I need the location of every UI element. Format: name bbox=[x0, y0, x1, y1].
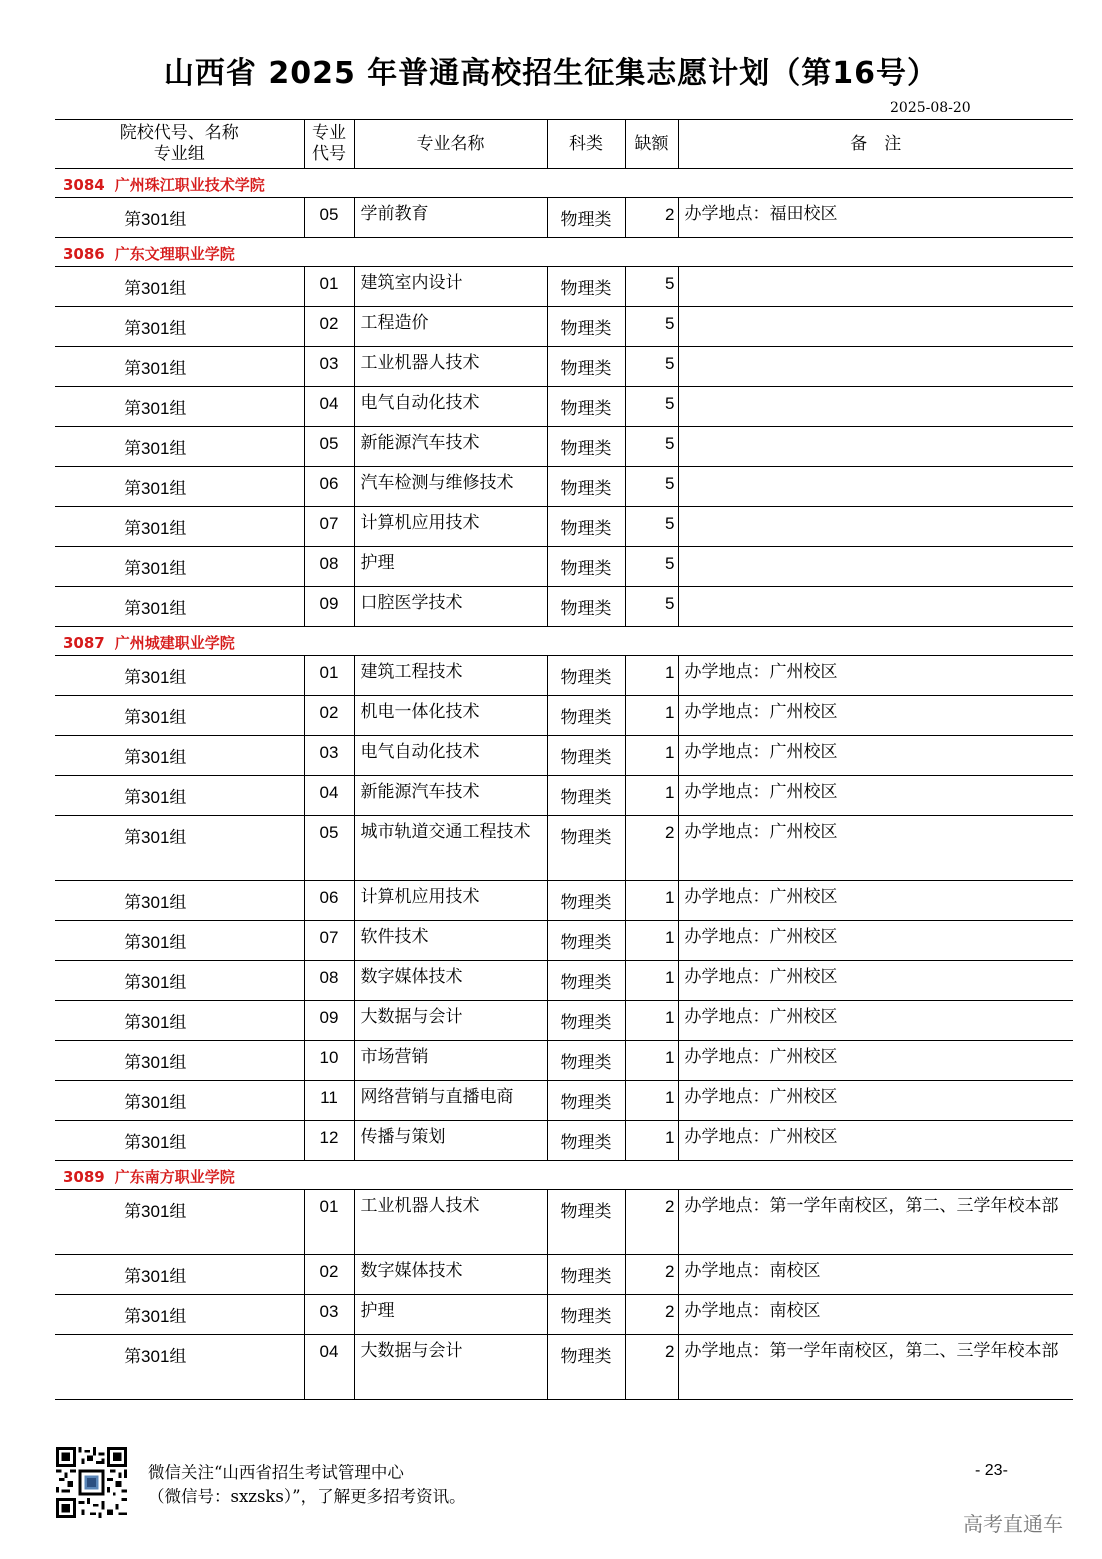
group-cell: 第301组 bbox=[55, 1001, 304, 1041]
category-cell: 物理类 bbox=[547, 427, 625, 467]
major-code-cell: 02 bbox=[304, 696, 354, 736]
remark-cell: 办学地点：广州校区 bbox=[678, 736, 1073, 776]
vacancies-cell: 2 bbox=[625, 1190, 678, 1255]
remark-cell: 办学地点：第一学年南校区，第二、三学年校本部 bbox=[678, 1335, 1073, 1400]
remark-cell bbox=[678, 307, 1073, 347]
group-cell: 第301组 bbox=[55, 547, 304, 587]
major-code-cell: 04 bbox=[304, 776, 354, 816]
remark-cell bbox=[678, 587, 1073, 627]
school-name: 广州城建职业学院 bbox=[114, 634, 235, 652]
group-cell: 第301组 bbox=[55, 696, 304, 736]
major-name-cell: 市场营销 bbox=[354, 1041, 547, 1081]
major-name-cell: 口腔医学技术 bbox=[354, 587, 547, 627]
group-cell: 第301组 bbox=[55, 1190, 304, 1255]
vacancies-cell: 5 bbox=[625, 547, 678, 587]
table-row bbox=[55, 961, 1073, 1001]
remark-cell bbox=[678, 507, 1073, 547]
major-code-cell: 03 bbox=[304, 736, 354, 776]
remark-cell bbox=[678, 267, 1073, 307]
remark-cell: 办学地点：广州校区 bbox=[678, 961, 1073, 1001]
vacancies-cell: 5 bbox=[625, 507, 678, 547]
group-cell: 第301组 bbox=[55, 1121, 304, 1161]
major-name-cell: 新能源汽车技术 bbox=[354, 427, 547, 467]
major-code-cell: 11 bbox=[304, 1081, 354, 1121]
category-cell: 物理类 bbox=[547, 547, 625, 587]
category-cell: 物理类 bbox=[547, 467, 625, 507]
vacancies-cell: 1 bbox=[625, 1001, 678, 1041]
school-header-row bbox=[55, 627, 1073, 656]
major-name-cell: 机电一体化技术 bbox=[354, 696, 547, 736]
group-cell: 第301组 bbox=[55, 507, 304, 547]
school-title bbox=[55, 627, 1073, 656]
remark-cell bbox=[678, 427, 1073, 467]
major-name-cell: 电气自动化技术 bbox=[354, 387, 547, 427]
major-name-cell: 电气自动化技术 bbox=[354, 736, 547, 776]
page-title: 山西省 2025 年普通高校招生征集志愿计划（第16号） bbox=[163, 56, 939, 91]
table-row bbox=[55, 1081, 1073, 1121]
remark-cell: 办学地点：广州校区 bbox=[678, 881, 1073, 921]
footer-note-line2: （微信号：sxzsks）”，了解更多招考资讯。 bbox=[148, 1487, 466, 1506]
group-cell: 第301组 bbox=[55, 587, 304, 627]
major-name-cell: 建筑室内设计 bbox=[354, 267, 547, 307]
plan-table bbox=[55, 119, 1073, 1400]
table-row bbox=[55, 267, 1073, 307]
vacancies-cell: 5 bbox=[625, 307, 678, 347]
group-cell: 第301组 bbox=[55, 347, 304, 387]
remark-cell: 办学地点：广州校区 bbox=[678, 656, 1073, 696]
header-major-code: 专业 代号 bbox=[304, 120, 354, 169]
vacancies-cell: 1 bbox=[625, 1041, 678, 1081]
major-code-cell: 02 bbox=[304, 1255, 354, 1295]
major-code-cell: 07 bbox=[304, 507, 354, 547]
school-title bbox=[55, 238, 1073, 267]
major-name-cell: 护理 bbox=[354, 1295, 547, 1335]
category-cell: 物理类 bbox=[547, 1121, 625, 1161]
major-name-cell: 大数据与会计 bbox=[354, 1001, 547, 1041]
header-school: 院校代号、名称 专业组 bbox=[55, 120, 304, 169]
remark-cell: 办学地点：广州校区 bbox=[678, 1041, 1073, 1081]
table-row bbox=[55, 736, 1073, 776]
major-code-cell: 05 bbox=[304, 198, 354, 238]
category-cell: 物理类 bbox=[547, 198, 625, 238]
major-code-cell: 06 bbox=[304, 881, 354, 921]
group-cell: 第301组 bbox=[55, 1295, 304, 1335]
table-row bbox=[55, 307, 1073, 347]
table-row bbox=[55, 1255, 1073, 1295]
vacancies-cell: 1 bbox=[625, 736, 678, 776]
vacancies-cell: 2 bbox=[625, 1335, 678, 1400]
table-body bbox=[55, 169, 1073, 1400]
major-code-cell: 08 bbox=[304, 547, 354, 587]
group-cell: 第301组 bbox=[55, 467, 304, 507]
group-cell: 第301组 bbox=[55, 961, 304, 1001]
remark-cell bbox=[678, 467, 1073, 507]
major-code-cell: 09 bbox=[304, 587, 354, 627]
page-number: - 23- bbox=[975, 1462, 1008, 1479]
major-name-cell: 数字媒体技术 bbox=[354, 961, 547, 1001]
category-cell: 物理类 bbox=[547, 961, 625, 1001]
table-row bbox=[55, 1335, 1073, 1400]
watermark: 高考直通车 bbox=[963, 1512, 1063, 1536]
table-row bbox=[55, 547, 1073, 587]
major-name-cell: 汽车检测与维修技术 bbox=[354, 467, 547, 507]
major-name-cell: 护理 bbox=[354, 547, 547, 587]
table-row bbox=[55, 816, 1073, 881]
category-cell: 物理类 bbox=[547, 307, 625, 347]
major-code-cell: 08 bbox=[304, 961, 354, 1001]
group-cell: 第301组 bbox=[55, 921, 304, 961]
category-cell: 物理类 bbox=[547, 507, 625, 547]
major-code-cell: 02 bbox=[304, 307, 354, 347]
remark-cell: 办学地点：福田校区 bbox=[678, 198, 1073, 238]
vacancies-cell: 1 bbox=[625, 1081, 678, 1121]
major-name-cell: 计算机应用技术 bbox=[354, 881, 547, 921]
footer-note bbox=[148, 1461, 466, 1509]
vacancies-cell: 5 bbox=[625, 587, 678, 627]
major-code-cell: 06 bbox=[304, 467, 354, 507]
category-cell: 物理类 bbox=[547, 816, 625, 881]
major-code-cell: 01 bbox=[304, 656, 354, 696]
category-cell: 物理类 bbox=[547, 921, 625, 961]
school-code: 3086 bbox=[63, 245, 105, 263]
table-row bbox=[55, 921, 1073, 961]
table-row bbox=[55, 1190, 1073, 1255]
table-row bbox=[55, 198, 1073, 238]
vacancies-cell: 2 bbox=[625, 816, 678, 881]
remark-cell: 办学地点：广州校区 bbox=[678, 816, 1073, 881]
group-cell: 第301组 bbox=[55, 776, 304, 816]
group-cell: 第301组 bbox=[55, 307, 304, 347]
school-code: 3087 bbox=[63, 634, 105, 652]
major-name-cell: 工业机器人技术 bbox=[354, 1190, 547, 1255]
vacancies-cell: 5 bbox=[625, 467, 678, 507]
remark-cell: 办学地点：南校区 bbox=[678, 1255, 1073, 1295]
remark-cell: 办学地点：广州校区 bbox=[678, 1121, 1073, 1161]
table-row bbox=[55, 587, 1073, 627]
vacancies-cell: 1 bbox=[625, 776, 678, 816]
school-header-row bbox=[55, 238, 1073, 267]
major-name-cell: 传播与策划 bbox=[354, 1121, 547, 1161]
table-row bbox=[55, 656, 1073, 696]
table-row bbox=[55, 776, 1073, 816]
vacancies-cell: 1 bbox=[625, 696, 678, 736]
qr-code-icon bbox=[56, 1447, 127, 1518]
table-row bbox=[55, 1121, 1073, 1161]
major-code-cell: 04 bbox=[304, 387, 354, 427]
major-name-cell: 软件技术 bbox=[354, 921, 547, 961]
category-cell: 物理类 bbox=[547, 587, 625, 627]
group-cell: 第301组 bbox=[55, 267, 304, 307]
table-row bbox=[55, 1295, 1073, 1335]
remark-cell bbox=[678, 387, 1073, 427]
group-cell: 第301组 bbox=[55, 1081, 304, 1121]
category-cell: 物理类 bbox=[547, 1335, 625, 1400]
category-cell: 物理类 bbox=[547, 1041, 625, 1081]
vacancies-cell: 1 bbox=[625, 921, 678, 961]
group-cell: 第301组 bbox=[55, 1255, 304, 1295]
issue-date: 2025-08-20 bbox=[890, 100, 971, 116]
table-row bbox=[55, 1041, 1073, 1081]
remark-cell: 办学地点：广州校区 bbox=[678, 696, 1073, 736]
school-name: 广东南方职业学院 bbox=[114, 1168, 235, 1186]
school-title bbox=[55, 1161, 1073, 1190]
school-name: 广州珠江职业技术学院 bbox=[114, 176, 265, 194]
major-code-cell: 04 bbox=[304, 1335, 354, 1400]
category-cell: 物理类 bbox=[547, 1001, 625, 1041]
vacancies-cell: 1 bbox=[625, 656, 678, 696]
school-name: 广东文理职业学院 bbox=[114, 245, 235, 263]
group-cell: 第301组 bbox=[55, 198, 304, 238]
vacancies-cell: 2 bbox=[625, 1295, 678, 1335]
major-code-cell: 05 bbox=[304, 816, 354, 881]
major-code-cell: 05 bbox=[304, 427, 354, 467]
group-cell: 第301组 bbox=[55, 881, 304, 921]
group-cell: 第301组 bbox=[55, 656, 304, 696]
category-cell: 物理类 bbox=[547, 696, 625, 736]
vacancies-cell: 1 bbox=[625, 961, 678, 1001]
major-code-cell: 03 bbox=[304, 1295, 354, 1335]
category-cell: 物理类 bbox=[547, 1190, 625, 1255]
major-name-cell: 城市轨道交通工程技术 bbox=[354, 816, 547, 881]
category-cell: 物理类 bbox=[547, 881, 625, 921]
category-cell: 物理类 bbox=[547, 1255, 625, 1295]
major-code-cell: 07 bbox=[304, 921, 354, 961]
table-row bbox=[55, 507, 1073, 547]
vacancies-cell: 1 bbox=[625, 881, 678, 921]
group-cell: 第301组 bbox=[55, 816, 304, 881]
category-cell: 物理类 bbox=[547, 267, 625, 307]
table-row bbox=[55, 427, 1073, 467]
major-name-cell: 大数据与会计 bbox=[354, 1335, 547, 1400]
major-name-cell: 网络营销与直播电商 bbox=[354, 1081, 547, 1121]
category-cell: 物理类 bbox=[547, 656, 625, 696]
major-code-cell: 01 bbox=[304, 1190, 354, 1255]
remark-cell: 办学地点：南校区 bbox=[678, 1295, 1073, 1335]
remark-cell bbox=[678, 347, 1073, 387]
vacancies-cell: 5 bbox=[625, 267, 678, 307]
major-name-cell: 工业机器人技术 bbox=[354, 347, 547, 387]
school-title bbox=[55, 169, 1073, 198]
major-code-cell: 01 bbox=[304, 267, 354, 307]
vacancies-cell: 5 bbox=[625, 347, 678, 387]
footer-note-line1: 微信关注“山西省招生考试管理中心 bbox=[148, 1463, 404, 1482]
major-name-cell: 学前教育 bbox=[354, 198, 547, 238]
table-row bbox=[55, 387, 1073, 427]
major-name-cell: 数字媒体技术 bbox=[354, 1255, 547, 1295]
group-cell: 第301组 bbox=[55, 427, 304, 467]
major-name-cell: 计算机应用技术 bbox=[354, 507, 547, 547]
table-row bbox=[55, 467, 1073, 507]
header-remarks: 备 注 bbox=[678, 120, 1073, 169]
header-vacancies: 缺额 bbox=[625, 120, 678, 169]
major-name-cell: 工程造价 bbox=[354, 307, 547, 347]
category-cell: 物理类 bbox=[547, 776, 625, 816]
category-cell: 物理类 bbox=[547, 736, 625, 776]
category-cell: 物理类 bbox=[547, 1081, 625, 1121]
group-cell: 第301组 bbox=[55, 736, 304, 776]
group-cell: 第301组 bbox=[55, 1335, 304, 1400]
table-row bbox=[55, 881, 1073, 921]
vacancies-cell: 1 bbox=[625, 1121, 678, 1161]
group-cell: 第301组 bbox=[55, 387, 304, 427]
remark-cell: 办学地点：广州校区 bbox=[678, 921, 1073, 961]
major-code-cell: 09 bbox=[304, 1001, 354, 1041]
table-row bbox=[55, 347, 1073, 387]
major-name-cell: 新能源汽车技术 bbox=[354, 776, 547, 816]
school-header-row bbox=[55, 169, 1073, 198]
vacancies-cell: 5 bbox=[625, 387, 678, 427]
school-code: 3084 bbox=[63, 176, 105, 194]
major-name-cell: 建筑工程技术 bbox=[354, 656, 547, 696]
table-row bbox=[55, 696, 1073, 736]
remark-cell: 办学地点：第一学年南校区，第二、三学年校本部 bbox=[678, 1190, 1073, 1255]
header-category: 科类 bbox=[547, 120, 625, 169]
table-header bbox=[55, 120, 1073, 169]
school-header-row bbox=[55, 1161, 1073, 1190]
group-cell: 第301组 bbox=[55, 1041, 304, 1081]
category-cell: 物理类 bbox=[547, 347, 625, 387]
table-row bbox=[55, 1001, 1073, 1041]
major-code-cell: 10 bbox=[304, 1041, 354, 1081]
header-major: 专业名称 bbox=[354, 120, 547, 169]
vacancies-cell: 2 bbox=[625, 1255, 678, 1295]
category-cell: 物理类 bbox=[547, 1295, 625, 1335]
major-code-cell: 03 bbox=[304, 347, 354, 387]
category-cell: 物理类 bbox=[547, 387, 625, 427]
vacancies-cell: 2 bbox=[625, 198, 678, 238]
remark-cell: 办学地点：广州校区 bbox=[678, 776, 1073, 816]
remark-cell: 办学地点：广州校区 bbox=[678, 1001, 1073, 1041]
major-code-cell: 12 bbox=[304, 1121, 354, 1161]
school-code: 3089 bbox=[63, 1168, 105, 1186]
vacancies-cell: 5 bbox=[625, 427, 678, 467]
remark-cell: 办学地点：广州校区 bbox=[678, 1081, 1073, 1121]
remark-cell bbox=[678, 547, 1073, 587]
